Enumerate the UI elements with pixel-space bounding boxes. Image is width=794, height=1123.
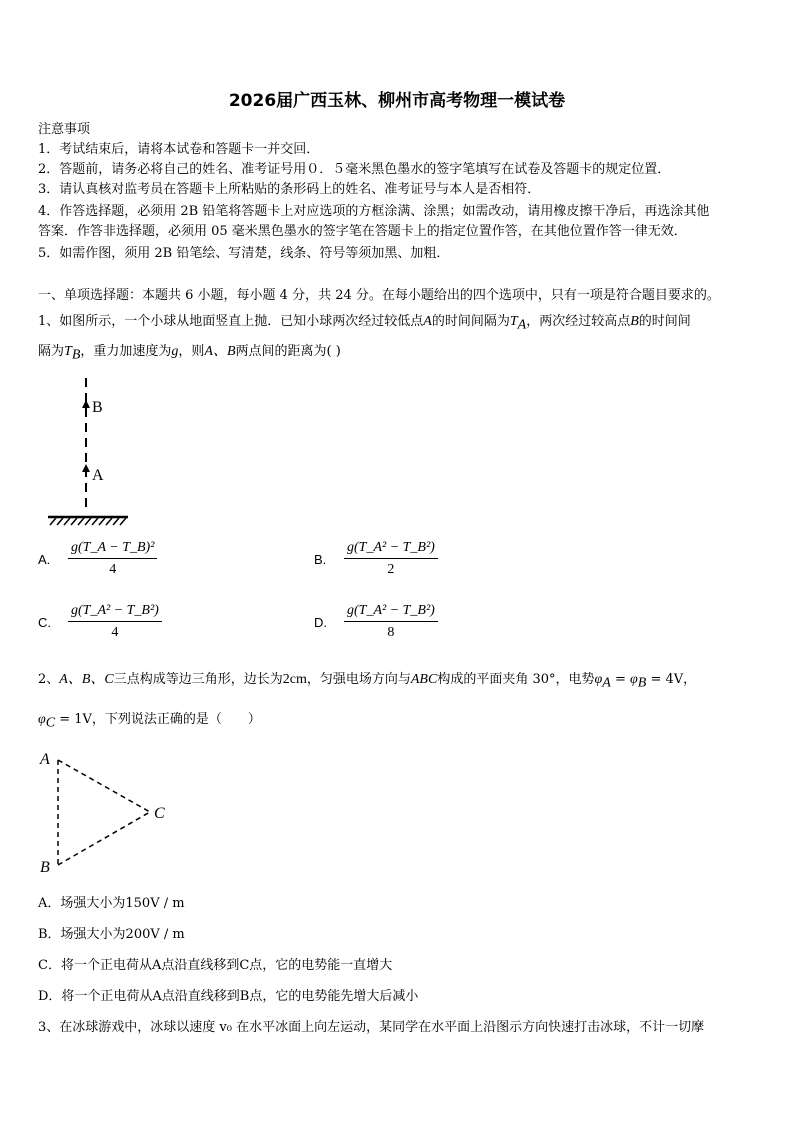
vertex-a-label: A <box>40 751 50 768</box>
side-bc <box>58 812 150 865</box>
q1-option-a[interactable]: A. $\frac{\text{g(T\_A − T\_B)²}}{4}$ <box>38 540 157 578</box>
q2-option-a[interactable]: A．场强大小为150V / m <box>38 896 185 911</box>
q3-stem-line1: 3、在冰球游戏中，冰球以速度 v₀ 在水平冰面上向左运动，某同学在水平面上沿图示方向快速打击冰球，不计一切摩 <box>38 1020 705 1035</box>
q1-option-d[interactable]: D. $\frac{\text{g(T\_A² − T\_B²)}}{8}$ <box>314 603 438 641</box>
q2-triangle-figure <box>36 748 176 878</box>
notice-item: 答案．作答非选择题，必须用 05 毫米黑色墨水的签字笔在答题卡上的指定位置作答，在其他位置作答一律无效． <box>38 224 687 239</box>
q1-option-b[interactable]: B. $\frac{\text{g(T\_A² − T\_B²)}}{2}$ <box>314 540 438 578</box>
section-heading: 一、单项选择题：本题共 6 小题，每小题 4 分，共 24 分。在每小题给出的四个选项中，只有一项是符合题目要求的。 <box>38 288 720 303</box>
notice-item: 4．作答选择题，必须用 2B 铅笔将答题卡上对应选项的方框涂满、涂黑；如需改动，请用橡皮擦干净后，再选涂其他 <box>38 204 710 219</box>
notice-item: 3．请认真核对监考员在答题卡上所粘贴的条形码上的姓名、准考证号与本人是否相符． <box>38 182 541 197</box>
page-title: 2026届广西玉林、柳州市高考物理一模试卷 <box>228 91 566 111</box>
notice-heading: 注意事项 <box>38 122 91 137</box>
vertex-b-label: B <box>40 859 50 876</box>
notice-item: 2．答题前，请务必将自己的姓名、准考证号用０．５毫米黑色墨水的签字笔填写在试卷及答题卡的规定位置． <box>38 162 671 177</box>
q2-stem-line1: 2、A、B、C三点构成等边三角形，边长为2cm，匀强电场方向与ABC构成的平面夹角 30°，电势$\varphi_A = \varphi_B = 4V$， <box>38 672 697 691</box>
notice-item: 1．考试结束后，请将本试卷和答题卡一并交回． <box>38 142 320 157</box>
point-b-dot <box>84 404 89 409</box>
notice-item: 5．如需作图，须用 2B 铅笔绘、写清楚，线条、符号等须加黑、加粗． <box>38 246 450 261</box>
point-a-dot <box>84 468 89 473</box>
point-b-label: B <box>92 399 103 416</box>
q2-option-b[interactable]: B．场强大小为200V / m <box>38 927 185 942</box>
side-ac <box>58 760 150 812</box>
q2-stem-line2: $\varphi_C = 1V$，下列说法正确的是（ ） <box>38 712 261 731</box>
vertex-c-label: C <box>154 805 165 822</box>
q1-stem-line1: 1、如图所示，一个小球从地面竖直上抛．已知小球两次经过较低点A的时间间隔为$T_A$，两次经过较高点B的时间间 <box>38 314 691 333</box>
q1-stem-line2: 隔为$T_B$，重力加速度为g，则A、B两点间的距离为( ) <box>38 344 341 363</box>
point-a-label: A <box>92 467 104 484</box>
q1-option-c[interactable]: C. $\frac{\text{g(T\_A² − T\_B²)}}{4}$ <box>38 603 162 641</box>
q1-figure <box>40 372 140 532</box>
ground-hatch <box>50 518 126 525</box>
q2-option-c[interactable]: C．将一个正电荷从A点沿直线移到C点，它的电势能一直增大 <box>38 958 393 973</box>
q2-option-d[interactable]: D．将一个正电荷从A点沿直线移到B点，它的电势能先增大后减小 <box>38 989 419 1004</box>
